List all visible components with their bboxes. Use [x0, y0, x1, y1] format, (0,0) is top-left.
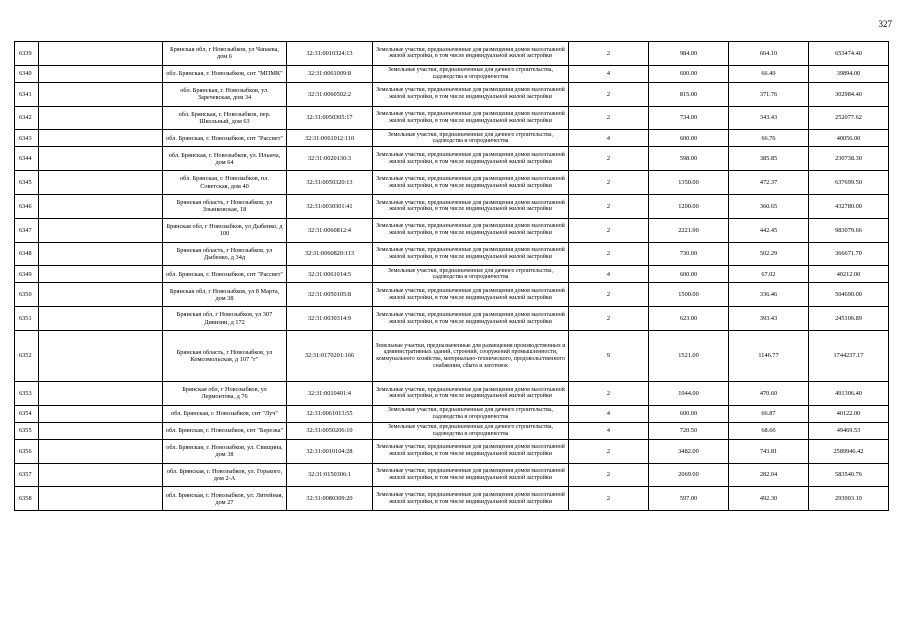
cadastral-number-cell: 32:31:0060812:4	[287, 218, 373, 242]
area-cell: 984.00	[649, 42, 729, 66]
blank-cell	[39, 405, 163, 422]
land-use-cell: Земельные участки, предназначенные для размещения домов малоэтажной жилой застройки, в том числе индивидуальной жилой застройки	[373, 194, 569, 218]
row-number: 6340	[15, 65, 39, 82]
blank-cell	[39, 307, 163, 331]
use-group-cell: 2	[569, 218, 649, 242]
specific-value-cell: 393.43	[729, 307, 809, 331]
cadastral-value-cell: 49469.53	[809, 422, 889, 439]
table-row	[15, 266, 889, 283]
cadastral-value-cell: 302984.40	[809, 82, 889, 106]
table-row	[15, 65, 889, 82]
cadastral-number-cell: 32:31:0010401:4	[287, 381, 373, 405]
land-use-cell: Земельные участки, предназначенные для размещения домов малоэтажной жилой застройки, в том числе индивидуальной жилой застройки	[373, 307, 569, 331]
area-cell: 720.50	[649, 422, 729, 439]
row-number: 6341	[15, 82, 39, 106]
table-row	[15, 330, 889, 381]
row-number: 6352	[15, 330, 39, 381]
cadastral-value-cell: 653474.40	[809, 42, 889, 66]
use-group-cell: 2	[569, 242, 649, 266]
cadastral-value-cell: 252077.62	[809, 106, 889, 130]
row-number: 6354	[15, 405, 39, 422]
land-use-cell: Земельные участки, предназначенные для дачного строительства, садоводства и огородничества	[373, 266, 569, 283]
blank-cell	[39, 463, 163, 487]
page-number: 327	[878, 19, 892, 29]
land-use-cell: Земельные участки, предназначенные для дачного строительства, садоводства и огородничества	[373, 130, 569, 147]
blank-cell	[39, 242, 163, 266]
blank-cell	[39, 130, 163, 147]
address-cell: Брянская область, г Новозыбков, ул Дыбенко, д 34д	[163, 242, 287, 266]
cadastral-number-cell: 32:31:0010324:13	[287, 42, 373, 66]
address-cell: обл. Брянская, г. Новозыбков, ул. Свищина, дом 38	[163, 439, 287, 463]
address-cell: Брянская обл, г Новозыбков, ул Лермонтова, д 76	[163, 381, 287, 405]
address-cell: Брянская обл, г Новозыбков, ул Чапаева, дом 6	[163, 42, 287, 66]
land-use-cell: Земельные участки, предназначенные для размещения домов малоэтажной жилой застройки, в том числе индивидуальной жилой застройки	[373, 242, 569, 266]
blank-cell	[39, 422, 163, 439]
blank-cell	[39, 106, 163, 130]
blank-cell	[39, 82, 163, 106]
cadastral-number-cell: 32:31:0030314:9	[287, 307, 373, 331]
cadastral-value-cell: 39894.00	[809, 65, 889, 82]
table-row	[15, 82, 889, 106]
use-group-cell: 4	[569, 266, 649, 283]
row-number: 6355	[15, 422, 39, 439]
cadastral-number-cell: 32:31:0060820:113	[287, 242, 373, 266]
land-use-cell: Земельные участки, предназначенные для размещения домов малоэтажной жилой застройки, в том числе индивидуальной жилой застройки	[373, 82, 569, 106]
land-use-cell: Земельные участки, предназначенные для размещения производственных и административных зданий, строений, сооружений промышленности, коммунального хозяйства, материально-технического, продовольственного снабжения, сбыта и заготовок	[373, 330, 569, 381]
area-cell: 1044.00	[649, 381, 729, 405]
address-cell: обл. Брянская, г. Новозыбков, ул. Литейная, дом 27	[163, 487, 287, 511]
area-cell: 597.00	[649, 487, 729, 511]
area-cell: 600.00	[649, 65, 729, 82]
use-group-cell: 2	[569, 463, 649, 487]
table-row	[15, 242, 889, 266]
cadastral-number-cell: 32:31:0050206:10	[287, 422, 373, 439]
use-group-cell: 2	[569, 106, 649, 130]
table-row	[15, 194, 889, 218]
area-cell: 600.00	[649, 130, 729, 147]
row-number: 6348	[15, 242, 39, 266]
blank-cell	[39, 218, 163, 242]
area-cell: 1521.00	[649, 330, 729, 381]
cadastral-number-cell: 32:31:0050320:13	[287, 171, 373, 195]
table-row	[15, 439, 889, 463]
address-cell: обл. Брянская, г. Новозыбков, снт "Березка"	[163, 422, 287, 439]
blank-cell	[39, 487, 163, 511]
table-row	[15, 130, 889, 147]
use-group-cell: 4	[569, 405, 649, 422]
row-number: 6351	[15, 307, 39, 331]
specific-value-cell: 360.65	[729, 194, 809, 218]
cadastral-number-cell: 32:31:0010104:28	[287, 439, 373, 463]
row-number: 6342	[15, 106, 39, 130]
land-use-cell: Земельные участки, предназначенные для размещения домов малоэтажной жилой застройки, в том числе индивидуальной жилой застройки	[373, 283, 569, 307]
address-cell: Брянская обл, г Новозыбков, ул 307 Дивизии, д 172	[163, 307, 287, 331]
specific-value-cell: 66.76	[729, 130, 809, 147]
address-cell: Брянская обл, г Новозыбков, ул Дыбенко, д 100	[163, 218, 287, 242]
row-number: 6349	[15, 266, 39, 283]
specific-value-cell: 502.29	[729, 242, 809, 266]
row-number: 6350	[15, 283, 39, 307]
cadastral-number-cell: 32:31:0061014:5	[287, 266, 373, 283]
cadastral-value-cell: 2589946.42	[809, 439, 889, 463]
cadastral-value-cell: 504690.00	[809, 283, 889, 307]
table-row	[15, 147, 889, 171]
address-cell: Брянская область, г Новозыбков, ул Комсомольская, д 107 "г"	[163, 330, 287, 381]
blank-cell	[39, 266, 163, 283]
cadastral-number-cell: 32:31:0050105:8	[287, 283, 373, 307]
cadastral-value-cell: 983079.66	[809, 218, 889, 242]
area-cell: 600.00	[649, 266, 729, 283]
cadastral-value-cell: 637699.50	[809, 171, 889, 195]
address-cell: обл. Брянская, г. Новозыбков, пер. Школьный, дом 63	[163, 106, 287, 130]
specific-value-cell: 282.04	[729, 463, 809, 487]
specific-value-cell: 67.02	[729, 266, 809, 283]
cadastral-value-cell: 40212.00	[809, 266, 889, 283]
blank-cell	[39, 147, 163, 171]
use-group-cell: 9	[569, 330, 649, 381]
table-row	[15, 42, 889, 66]
area-cell: 600.00	[649, 405, 729, 422]
cadastral-number-cell: 32:31:0080309:20	[287, 487, 373, 511]
blank-cell	[39, 42, 163, 66]
use-group-cell: 4	[569, 422, 649, 439]
cadastral-value-cell: 40056.00	[809, 130, 889, 147]
table-row	[15, 405, 889, 422]
cadastral-number-cell: 32:31:0061013:55	[287, 405, 373, 422]
table-row	[15, 218, 889, 242]
cadastral-value-cell: 432780.00	[809, 194, 889, 218]
specific-value-cell: 1146.77	[729, 330, 809, 381]
row-number: 6358	[15, 487, 39, 511]
specific-value-cell: 442.45	[729, 218, 809, 242]
cadastral-value-cell: 293903.10	[809, 487, 889, 511]
use-group-cell: 2	[569, 42, 649, 66]
land-use-cell: Земельные участки, предназначенные для размещения домов малоэтажной жилой застройки, в том числе индивидуальной жилой застройки	[373, 147, 569, 171]
row-number: 6346	[15, 194, 39, 218]
cadastral-value-cell: 230738.30	[809, 147, 889, 171]
address-cell: обл. Брянская, г. Новозыбков, ул. Ильича, дом 64	[163, 147, 287, 171]
land-use-cell: Земельные участки, предназначенные для размещения домов малоэтажной жилой застройки, в том числе индивидуальной жилой застройки	[373, 218, 569, 242]
blank-cell	[39, 381, 163, 405]
cadastral-number-cell: 32:31:0061012:110	[287, 130, 373, 147]
specific-value-cell: 472.37	[729, 171, 809, 195]
address-cell: обл. Брянская, г. Новозыбков, снт "Рассвет"	[163, 266, 287, 283]
cadastral-number-cell: 32:31:0050305:17	[287, 106, 373, 130]
use-group-cell: 2	[569, 381, 649, 405]
land-use-cell: Земельные участки, предназначенные для дачного строительства, садоводства и огородничества	[373, 405, 569, 422]
address-cell: обл. Брянская, г. Новозыбков, снт "Луч"	[163, 405, 287, 422]
land-use-cell: Земельные участки, предназначенные для размещения домов малоэтажной жилой застройки, в том числе индивидуальной жилой застройки	[373, 439, 569, 463]
area-cell: 623.00	[649, 307, 729, 331]
cadastral-value-cell: 491306.40	[809, 381, 889, 405]
cadastral-number-cell: 32:31:0170201:166	[287, 330, 373, 381]
cadastral-number-cell: 32:31:0060502:2	[287, 82, 373, 106]
use-group-cell: 4	[569, 65, 649, 82]
blank-cell	[39, 330, 163, 381]
table-row	[15, 381, 889, 405]
area-cell: 3482.00	[649, 439, 729, 463]
row-number: 6356	[15, 439, 39, 463]
area-cell: 730.00	[649, 242, 729, 266]
land-use-cell: Земельные участки, предназначенные для размещения домов малоэтажной жилой застройки, в том числе индивидуальной жилой застройки	[373, 42, 569, 66]
row-number: 6345	[15, 171, 39, 195]
address-cell: Брянская обл, г Новозыбков, ул 8 Марта, дом 38	[163, 283, 287, 307]
area-cell: 598.00	[649, 147, 729, 171]
cadastral-registry-table	[14, 41, 889, 511]
cadastral-value-cell: 366671.70	[809, 242, 889, 266]
table-row	[15, 171, 889, 195]
address-cell: обл. Брянская, г. Новозыбков, снт "МПМК"	[163, 65, 287, 82]
row-number: 6339	[15, 42, 39, 66]
row-number: 6357	[15, 463, 39, 487]
use-group-cell: 2	[569, 171, 649, 195]
blank-cell	[39, 171, 163, 195]
use-group-cell: 2	[569, 439, 649, 463]
cadastral-number-cell: 32:31:0061009:8	[287, 65, 373, 82]
blank-cell	[39, 439, 163, 463]
specific-value-cell: 68.66	[729, 422, 809, 439]
use-group-cell: 2	[569, 307, 649, 331]
area-cell: 2069.00	[649, 463, 729, 487]
address-cell: обл. Брянская, г. Новозыбков, пл. Советская, дом 40	[163, 171, 287, 195]
cadastral-value-cell: 40122.00	[809, 405, 889, 422]
area-cell: 1350.00	[649, 171, 729, 195]
table-row	[15, 463, 889, 487]
address-cell: обл. Брянская, г. Новозыбков, снт "Рассвет"	[163, 130, 287, 147]
area-cell: 734.00	[649, 106, 729, 130]
blank-cell	[39, 65, 163, 82]
use-group-cell: 4	[569, 130, 649, 147]
specific-value-cell: 66.49	[729, 65, 809, 82]
row-number: 6353	[15, 381, 39, 405]
land-use-cell: Земельные участки, предназначенные для размещения домов малоэтажной жилой застройки, в том числе индивидуальной жилой застройки	[373, 171, 569, 195]
table-row	[15, 307, 889, 331]
specific-value-cell: 66.87	[729, 405, 809, 422]
cadastral-value-cell: 245106.89	[809, 307, 889, 331]
land-use-cell: Земельные участки, предназначенные для размещения домов малоэтажной жилой застройки, в том числе индивидуальной жилой застройки	[373, 487, 569, 511]
specific-value-cell: 343.43	[729, 106, 809, 130]
use-group-cell: 2	[569, 487, 649, 511]
address-cell: Брянская область, г Новозыбков, ул Злынковская, 18	[163, 194, 287, 218]
area-cell: 1200.00	[649, 194, 729, 218]
cadastral-number-cell: 32:31:0150306:1	[287, 463, 373, 487]
use-group-cell: 2	[569, 283, 649, 307]
use-group-cell: 2	[569, 194, 649, 218]
table-row	[15, 106, 889, 130]
address-cell: обл. Брянская, г. Новозыбков, ул. Заречевская, дом 34	[163, 82, 287, 106]
land-use-cell: Земельные участки, предназначенные для дачного строительства, садоводства и огородничества	[373, 422, 569, 439]
specific-value-cell: 470.60	[729, 381, 809, 405]
area-cell: 815.00	[649, 82, 729, 106]
cadastral-value-cell: 583540.76	[809, 463, 889, 487]
specific-value-cell: 743.81	[729, 439, 809, 463]
row-number: 6344	[15, 147, 39, 171]
specific-value-cell: 385.85	[729, 147, 809, 171]
area-cell: 2221.90	[649, 218, 729, 242]
area-cell: 1500.00	[649, 283, 729, 307]
cadastral-value-cell: 1744237.17	[809, 330, 889, 381]
row-number: 6347	[15, 218, 39, 242]
table-row	[15, 422, 889, 439]
specific-value-cell: 371.76	[729, 82, 809, 106]
blank-cell	[39, 194, 163, 218]
land-use-cell: Земельные участки, предназначенные для размещения домов малоэтажной жилой застройки, в том числе индивидуальной жилой застройки	[373, 106, 569, 130]
specific-value-cell: 492.30	[729, 487, 809, 511]
cadastral-number-cell: 32:31:0030301:41	[287, 194, 373, 218]
land-use-cell: Земельные участки, предназначенные для размещения домов малоэтажной жилой застройки, в том числе индивидуальной жилой застройки	[373, 381, 569, 405]
table-row	[15, 487, 889, 511]
use-group-cell: 2	[569, 147, 649, 171]
specific-value-cell: 336.46	[729, 283, 809, 307]
cadastral-number-cell: 32:31:0020130:3	[287, 147, 373, 171]
table-row	[15, 283, 889, 307]
land-use-cell: Земельные участки, предназначенные для дачного строительства, садоводства и огородничества	[373, 65, 569, 82]
specific-value-cell: 664.10	[729, 42, 809, 66]
use-group-cell: 2	[569, 82, 649, 106]
row-number: 6343	[15, 130, 39, 147]
land-use-cell: Земельные участки, предназначенные для размещения домов малоэтажной жилой застройки, в том числе индивидуальной жилой застройки	[373, 463, 569, 487]
address-cell: обл. Брянская, г. Новозыбков, ул. Горького, дом 2-А	[163, 463, 287, 487]
blank-cell	[39, 283, 163, 307]
